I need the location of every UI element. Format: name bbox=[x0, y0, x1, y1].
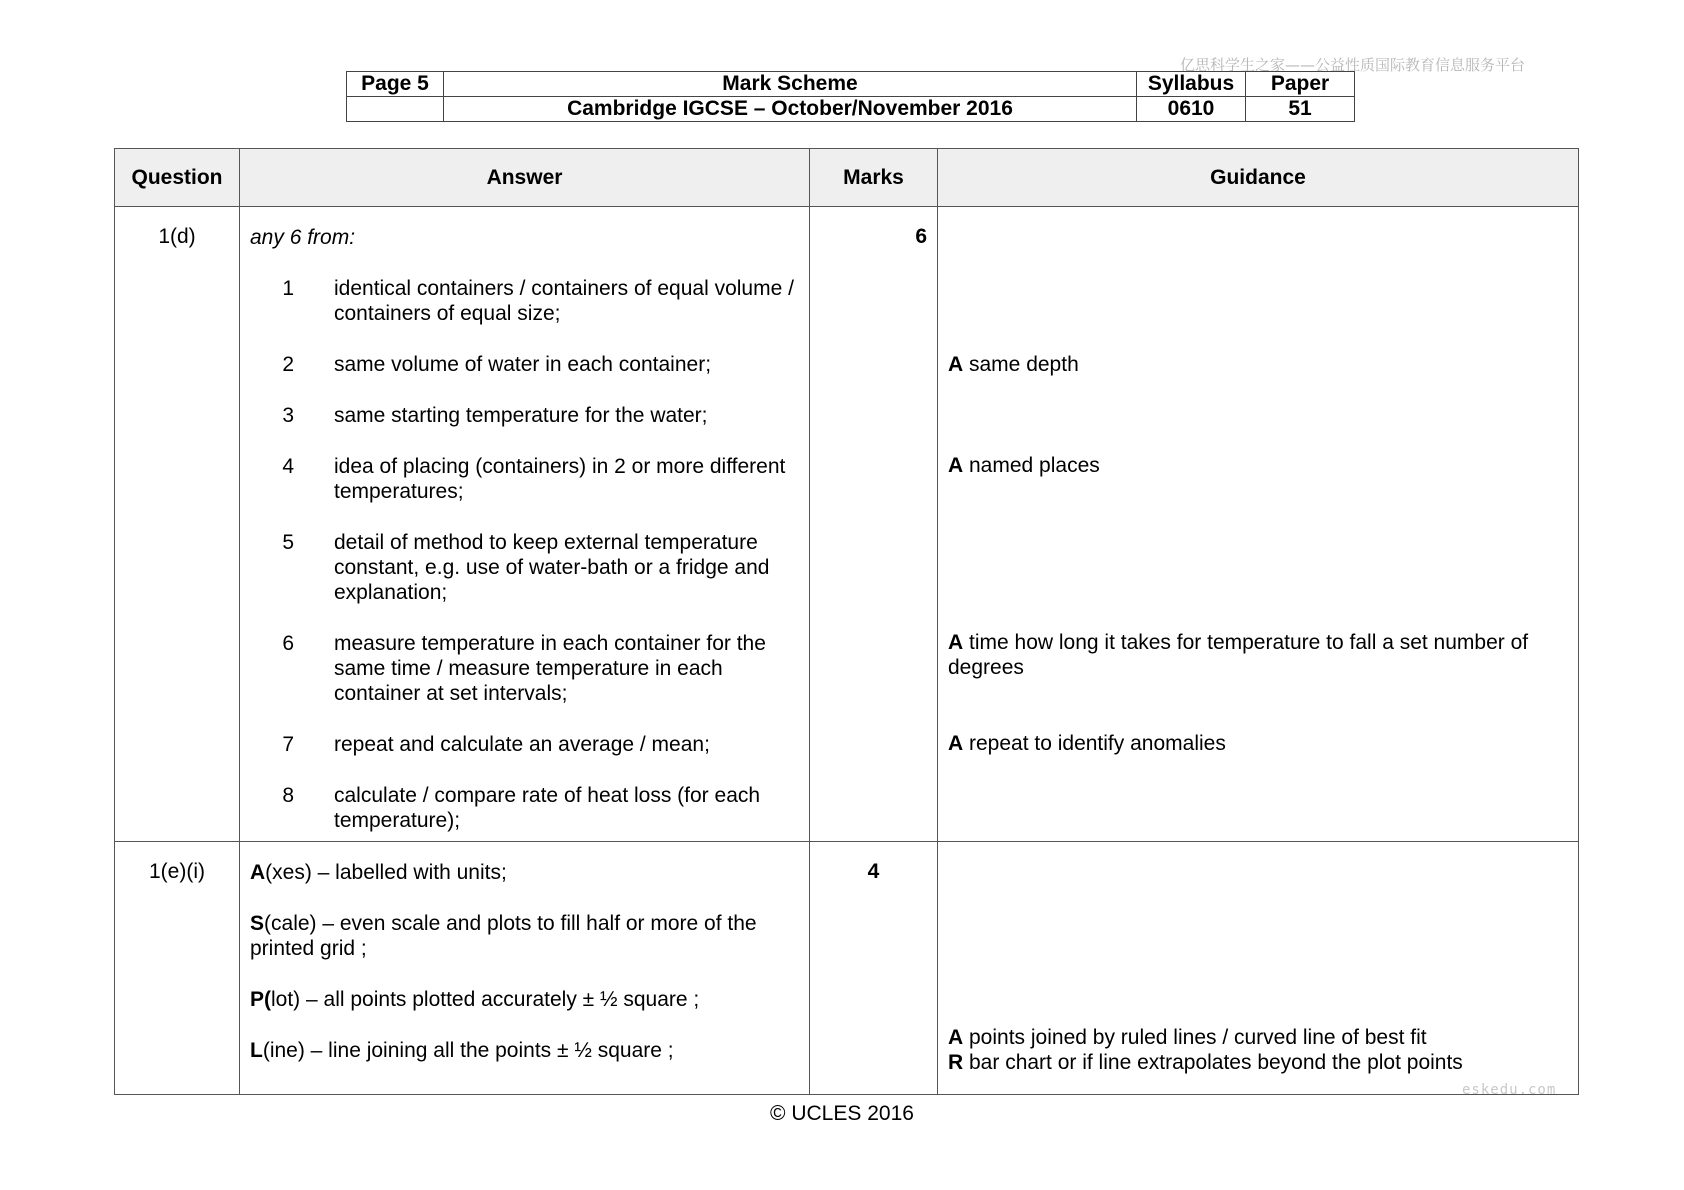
empty-cell bbox=[347, 97, 444, 122]
answer-cell bbox=[240, 842, 810, 1095]
item-text: calculate / compare rate of heat loss (for each temperature); bbox=[334, 784, 761, 832]
syllabus-code: 0610 bbox=[1137, 97, 1246, 122]
question-number: 1(d) bbox=[115, 207, 240, 842]
table-row bbox=[115, 842, 1579, 1095]
item-text: detail of method to keep external temperature constant, e.g. use of water-bath or a fridge and explanation; bbox=[334, 531, 770, 604]
page-number: Page 5 bbox=[347, 72, 444, 97]
item-number: 5 bbox=[282, 531, 294, 554]
item-text: identical containers / containers of equal volume / containers of equal size; bbox=[334, 277, 794, 325]
guidance-cell bbox=[938, 207, 1579, 842]
guidance-note: A points joined by ruled lines / curved line of best fit bbox=[948, 1026, 1427, 1049]
criterion: P(lot) – all points plotted accurately ± ½ square ; bbox=[250, 988, 700, 1011]
table-header-row bbox=[115, 149, 1579, 207]
watermark-url: eskedu.com bbox=[1462, 1082, 1557, 1098]
column-header-answer: Answer bbox=[240, 149, 810, 207]
item-number: 2 bbox=[282, 353, 294, 376]
list-item bbox=[250, 403, 797, 428]
document-title: Mark Scheme bbox=[444, 72, 1137, 97]
copyright-footer: © UCLES 2016 bbox=[770, 1102, 914, 1125]
list-item bbox=[250, 530, 797, 605]
column-header-marks: Marks bbox=[810, 149, 938, 207]
question-number: 1(e)(i) bbox=[115, 842, 240, 1095]
item-text: repeat and calculate an average / mean; bbox=[334, 733, 710, 756]
item-number: 7 bbox=[282, 733, 294, 756]
list-item bbox=[250, 454, 797, 504]
list-item bbox=[250, 352, 797, 377]
marks-value: 6 bbox=[810, 207, 938, 842]
item-text: idea of placing (containers) in 2 or more different temperatures; bbox=[334, 455, 786, 503]
criterion: S(cale) – even scale and plots to fill half or more of the printed grid ; bbox=[250, 912, 757, 960]
item-text: same volume of water in each container; bbox=[334, 353, 712, 376]
list-item bbox=[250, 732, 797, 757]
criterion: A(xes) – labelled with units; bbox=[250, 861, 507, 884]
watermark-text: 亿思科学生之家——公益性质国际教育信息服务平台 bbox=[1180, 56, 1526, 74]
guidance-note: A time how long it takes for temperature to fall a set number of degrees bbox=[948, 631, 1529, 679]
mark-scheme-table bbox=[114, 148, 1579, 1095]
guidance-note: R bar chart or if line extrapolates beyond the plot points bbox=[948, 1051, 1463, 1074]
paper-number: 51 bbox=[1246, 97, 1355, 122]
exam-name: Cambridge IGCSE – October/November 2016 bbox=[444, 97, 1137, 122]
item-number: 3 bbox=[282, 404, 294, 427]
item-number: 1 bbox=[282, 277, 294, 300]
item-text: measure temperature in each container for the same time / measure temperature in each container at set intervals; bbox=[334, 632, 766, 705]
marks-value: 4 bbox=[810, 842, 938, 1095]
table-row bbox=[115, 207, 1579, 842]
guidance-note: A repeat to identify anomalies bbox=[948, 732, 1226, 755]
list-item bbox=[250, 631, 797, 706]
column-header-guidance: Guidance bbox=[938, 149, 1579, 207]
criterion: L(ine) – line joining all the points ± ½ square ; bbox=[250, 1039, 674, 1062]
item-text: same starting temperature for the water; bbox=[334, 404, 708, 427]
syllabus-label: Syllabus bbox=[1137, 72, 1246, 97]
item-number: 8 bbox=[282, 784, 294, 807]
list-item bbox=[250, 783, 797, 833]
column-header-question: Question bbox=[115, 149, 240, 207]
guidance-cell bbox=[938, 842, 1579, 1095]
paper-label: Paper bbox=[1246, 72, 1355, 97]
page-header-table bbox=[346, 71, 1355, 122]
item-number: 6 bbox=[282, 632, 294, 655]
list-item bbox=[250, 276, 797, 326]
answer-lead: any 6 from: bbox=[250, 226, 356, 249]
answer-cell bbox=[240, 207, 810, 842]
guidance-note: A named places bbox=[948, 454, 1100, 477]
guidance-note: A same depth bbox=[948, 353, 1079, 376]
item-number: 4 bbox=[282, 455, 294, 478]
